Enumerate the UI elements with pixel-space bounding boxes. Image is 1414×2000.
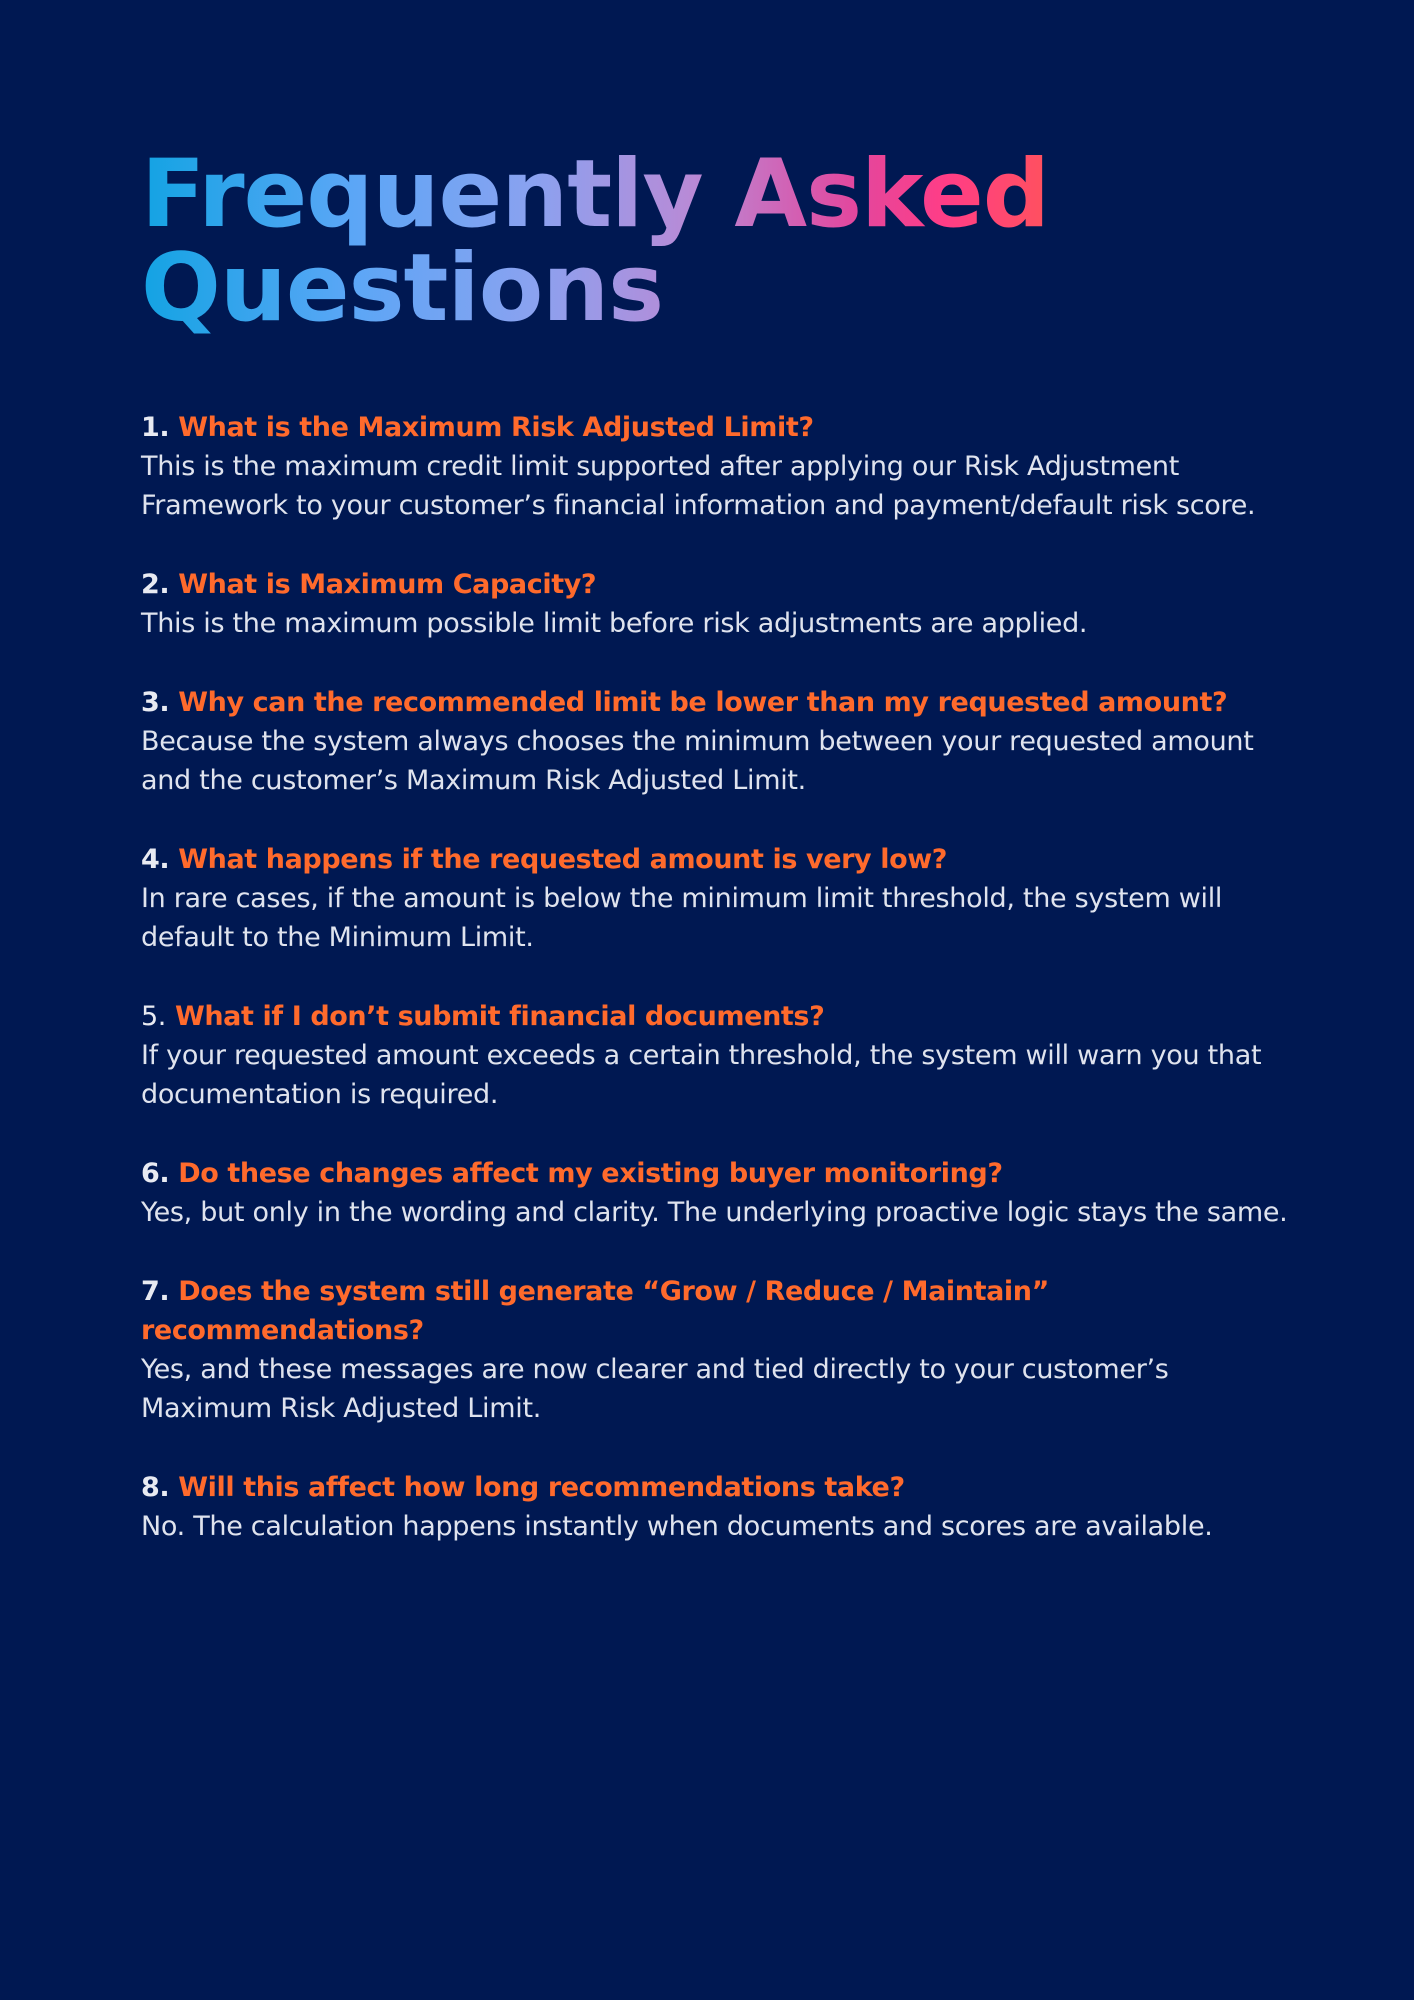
faq-question-text: What is the Maximum Risk Adjusted Limit?	[178, 412, 814, 443]
faq-question	[141, 840, 1291, 879]
faq-answer: If your requested amount exceeds a certain threshold, the system will warn you that documentation is required.	[141, 1040, 1262, 1110]
faq-question-text: Why can the recommended limit be lower than my requested amount?	[178, 687, 1228, 718]
faq-answer: This is the maximum possible limit before risk adjustments are applied.	[141, 608, 1088, 639]
faq-list	[141, 408, 1291, 1546]
faq-question	[141, 1272, 1291, 1350]
page-title: Frequently Asked Questions	[141, 148, 1291, 336]
faq-number: 1.	[141, 412, 170, 443]
faq-item	[141, 1468, 1291, 1546]
faq-number: 2.	[141, 569, 170, 600]
faq-question-text: What is Maximum Capacity?	[178, 569, 597, 600]
faq-item	[141, 840, 1291, 957]
faq-item	[141, 1272, 1291, 1428]
faq-answer: Yes, but only in the wording and clarity. The underlying proactive logic stays the same.	[141, 1197, 1288, 1228]
faq-question	[141, 683, 1291, 722]
faq-item	[141, 565, 1291, 643]
faq-question-text: Will this affect how long recommendations take?	[178, 1472, 905, 1503]
faq-number: 5.	[141, 1001, 166, 1032]
faq-answer: In rare cases, if the amount is below the minimum limit threshold, the system will default to the Minimum Limit.	[141, 883, 1223, 953]
faq-question-text: What if I don’t submit financial documents?	[174, 1001, 825, 1032]
faq-item	[141, 997, 1291, 1114]
faq-number: 8.	[141, 1472, 170, 1503]
faq-number: 7.	[141, 1276, 170, 1307]
faq-answer: Yes, and these messages are now clearer and tied directly to your customer’s Maximum Risk Adjusted Limit.	[141, 1354, 1169, 1424]
faq-question	[141, 997, 1291, 1036]
faq-question-text: What happens if the requested amount is very low?	[178, 844, 948, 875]
faq-item	[141, 1154, 1291, 1232]
faq-answer: No. The calculation happens instantly when documents and scores are available.	[141, 1511, 1213, 1542]
faq-number: 3.	[141, 687, 170, 718]
faq-item	[141, 408, 1291, 525]
faq-item	[141, 683, 1291, 800]
faq-answer: Because the system always chooses the minimum between your requested amount and the customer’s Maximum Risk Adjusted Limit.	[141, 726, 1254, 796]
faq-question-text: Does the system still generate “Grow / Reduce / Maintain” recommendations?	[141, 1276, 1049, 1346]
faq-question	[141, 1468, 1291, 1507]
faq-question	[141, 408, 1291, 447]
faq-number: 4.	[141, 844, 170, 875]
faq-question-text: Do these changes affect my existing buyer monitoring?	[178, 1158, 1003, 1189]
faq-page	[141, 140, 1291, 1586]
faq-number: 6.	[141, 1158, 170, 1189]
faq-answer: This is the maximum credit limit supported after applying our Risk Adjustment Framework to your customer’s financial information and payment/default risk score.	[141, 451, 1256, 521]
faq-question	[141, 565, 1291, 604]
faq-question	[141, 1154, 1291, 1193]
